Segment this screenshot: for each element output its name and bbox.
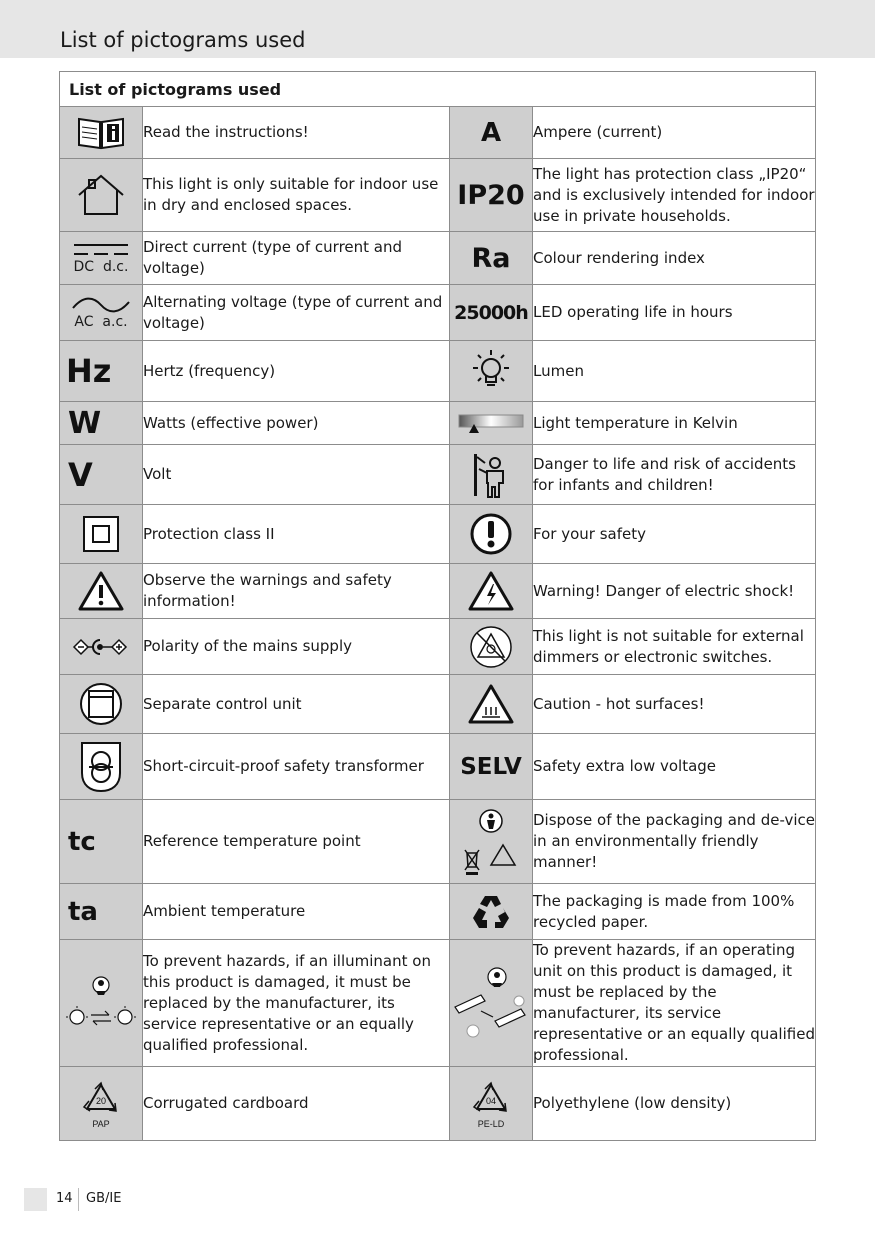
kelvin-gradient-icon (450, 402, 533, 445)
row-text: Polyethylene (low density) (533, 1067, 816, 1141)
illuminant-replace-icon (60, 940, 143, 1067)
volt-icon (60, 445, 143, 505)
table-row (60, 884, 816, 940)
row-text: Caution - hot surfaces! (533, 675, 816, 734)
table-row (60, 1067, 816, 1141)
ra-symbol: Ra (471, 242, 511, 274)
selv-icon (450, 734, 533, 800)
row-text: Read the instructions! (143, 107, 450, 159)
row-text: To prevent hazards, if an illuminant on this product is damaged, it must be replaced by the manufacturer, its service representative or an equally qualified professional. (143, 940, 450, 1067)
row-text: Short-circuit-proof safety transformer (143, 734, 450, 800)
row-text: Light temperature in Kelvin (533, 402, 816, 445)
page-title: List of pictograms used (60, 28, 306, 52)
row-text: Alternating voltage (type of current and voltage) (143, 285, 450, 341)
pap-code: PAP (92, 1118, 110, 1129)
table-row (60, 940, 816, 1067)
safety-transformer-icon (60, 734, 143, 800)
recycle-number-04: 04 (485, 1095, 497, 1106)
footer-divider (78, 1188, 79, 1211)
row-text: To prevent hazards, if an operating unit on this product is damaged, it must be replaced by the manufacturer, its service representative or an equally qualified professional. (533, 940, 816, 1067)
row-text: This light is not suitable for external dimmers or electronic switches. (533, 619, 816, 675)
ampere-symbol: A (480, 117, 502, 148)
row-text: Hertz (frequency) (143, 341, 450, 402)
operating-unit-replace-icon (450, 940, 533, 1067)
row-text: Ambient temperature (143, 884, 450, 940)
footer-marker (24, 1188, 47, 1211)
row-text: For your safety (533, 505, 816, 564)
no-dimmer-icon (450, 619, 533, 675)
disposal-icon (450, 800, 533, 884)
ta-symbol: ta (68, 896, 98, 927)
exclamation-circle-icon (450, 505, 533, 564)
v-symbol: V (68, 455, 93, 494)
ampere-icon (450, 107, 533, 159)
table-row (60, 285, 816, 341)
separate-control-unit-icon (60, 675, 143, 734)
table-row (60, 564, 816, 619)
row-text: This light is only suitable for indoor use in dry and enclosed spaces. (143, 159, 450, 232)
warning-triangle-icon (60, 564, 143, 619)
row-text: Reference temperature point (143, 800, 450, 884)
table-row (60, 107, 816, 159)
watts-icon (60, 402, 143, 445)
hertz-icon (60, 341, 143, 402)
table-row (60, 341, 816, 402)
row-text: Observe the warnings and safety information! (143, 564, 450, 619)
table-row (60, 445, 816, 505)
dc-caption: DC d.c. (73, 259, 129, 275)
tc-symbol: tc (68, 826, 96, 857)
recycle-number-20: 20 (95, 1095, 107, 1106)
row-text: LED operating life in hours (533, 285, 816, 341)
table-row (60, 402, 816, 445)
w-symbol: W (68, 405, 102, 441)
row-text: The light has protection class „IP20“ and is exclusively intended for indoor use in private households. (533, 159, 816, 232)
table-title: List of pictograms used (60, 72, 816, 107)
row-text: Ampere (current) (533, 107, 816, 159)
protection-class-2-icon (60, 505, 143, 564)
colour-rendering-icon (450, 232, 533, 285)
reference-temperature-icon (60, 800, 143, 884)
table-row (60, 232, 816, 285)
language-code: GB/IE (86, 1191, 122, 1206)
row-text: Direct current (type of current and voltage) (143, 232, 450, 285)
ip20-symbol: IP20 (457, 179, 525, 211)
pictogram-table (59, 71, 816, 1141)
instructions-book-icon (60, 107, 143, 159)
direct-current-icon (60, 232, 143, 285)
row-text: Polarity of the mains supply (143, 619, 450, 675)
house-icon (60, 159, 143, 232)
row-text: Safety extra low voltage (533, 734, 816, 800)
row-text: Lumen (533, 341, 816, 402)
table-row (60, 619, 816, 675)
selv-symbol: SELV (460, 753, 522, 780)
table-row (60, 505, 816, 564)
electric-shock-warning-icon (450, 564, 533, 619)
table-row (60, 159, 816, 232)
row-text: Colour rendering index (533, 232, 816, 285)
row-text: Dispose of the packaging and de-vice in an environmentally friendly manner! (533, 800, 816, 884)
ambient-temperature-icon (60, 884, 143, 940)
pe-ld-code: PE-LD (477, 1118, 505, 1129)
row-text: Danger to life and risk of accidents for infants and children! (533, 445, 816, 505)
row-text: Volt (143, 445, 450, 505)
child-danger-icon (450, 445, 533, 505)
row-text: Protection class II (143, 505, 450, 564)
table-row (60, 800, 816, 884)
ac-caption: AC a.c. (74, 313, 128, 330)
recycle-20-pap-icon (60, 1067, 143, 1141)
row-text: Watts (effective power) (143, 402, 450, 445)
hot-surface-icon (450, 675, 533, 734)
alternating-current-icon (60, 285, 143, 341)
row-text: Warning! Danger of electric shock! (533, 564, 816, 619)
page-number: 14 (56, 1191, 73, 1206)
table-header-row (60, 72, 816, 107)
lumen-bulb-icon (450, 341, 533, 402)
table-row (60, 675, 816, 734)
recycle-04-pe-ld-icon (450, 1067, 533, 1141)
25000h-symbol: 25000h (454, 301, 528, 324)
row-text: The packaging is made from 100% recycled paper. (533, 884, 816, 940)
led-life-icon (450, 285, 533, 341)
table-row (60, 734, 816, 800)
hz-symbol: Hz (66, 352, 112, 390)
row-text: Corrugated cardboard (143, 1067, 450, 1141)
row-text: Separate control unit (143, 675, 450, 734)
ip20-icon (450, 159, 533, 232)
polarity-icon (60, 619, 143, 675)
recycle-icon (450, 884, 533, 940)
